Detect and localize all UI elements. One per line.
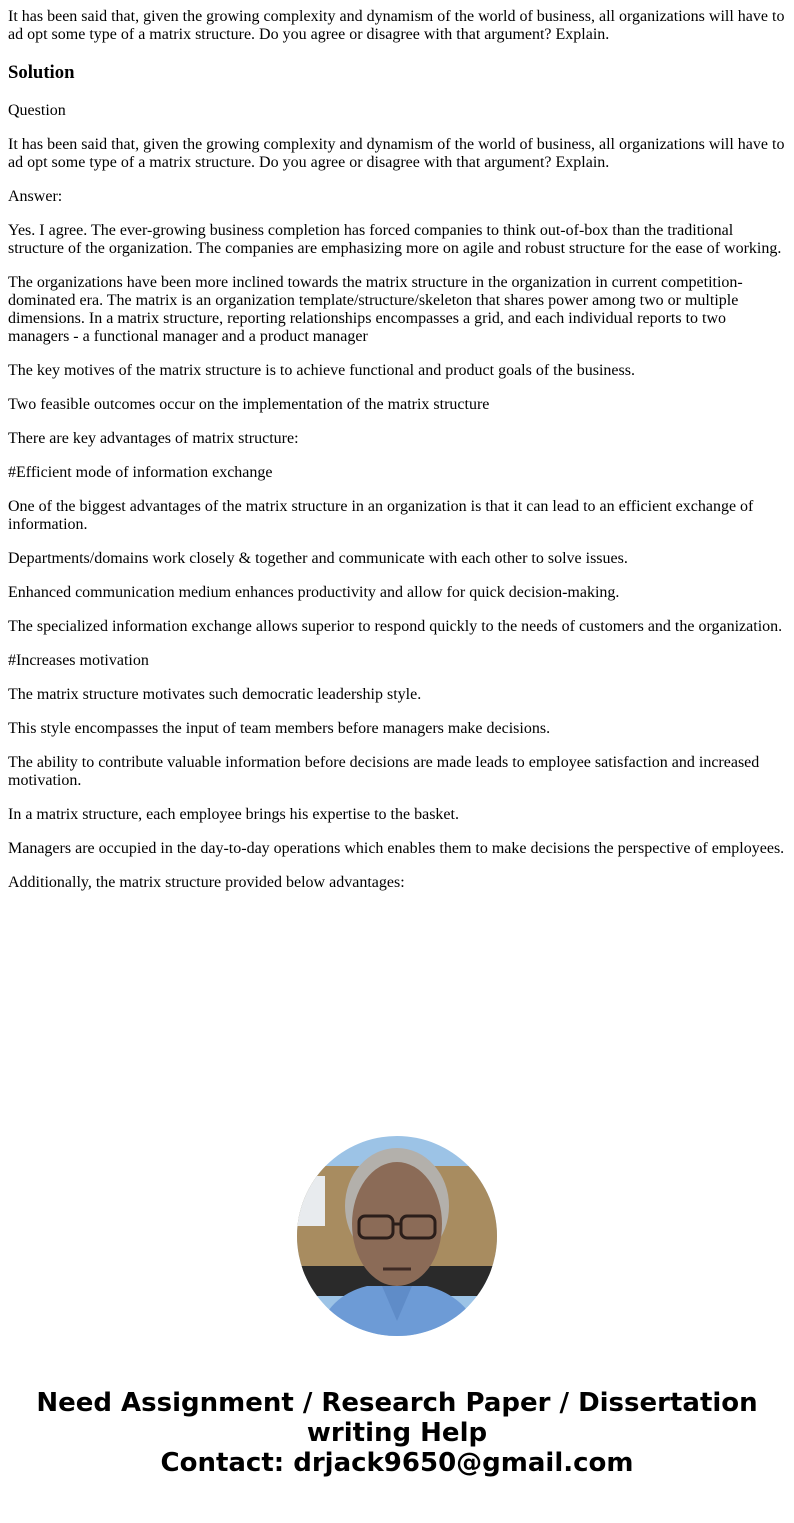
paragraph: Managers are occupied in the day-to-day operations which enables them to make decisions the perspective of employees.: [8, 840, 785, 857]
paragraph: #Increases motivation: [8, 652, 149, 669]
paragraph: Two feasible outcomes occur on the implementation of the matrix structure: [8, 396, 490, 413]
paragraph: There are key advantages of matrix structure:: [8, 430, 299, 447]
paragraph: The organizations have been more inclined towards the matrix structure in the organization in current competition-dominated era. The matrix is an organization template/structure/skeleton that shares power among two or multiple dimensions. In a matrix structure, reporting relationships encompasses a grid, and each individual reports to two managers - a functional manager and a product manager: [8, 274, 743, 345]
help-banner-text: Need Assignment / Research Paper / Dissertation writing Help: [36, 1388, 758, 1448]
paragraph: The key motives of the matrix structure is to achieve functional and product goals of the business.: [8, 362, 635, 379]
contact-email-text: Contact: drjack9650@gmail.com: [160, 1448, 634, 1478]
paragraph: Departments/domains work closely & together and communicate with each other to solve issues.: [8, 550, 628, 567]
paragraph: The matrix structure motivates such democratic leadership style.: [8, 686, 422, 703]
author-portrait-image: [297, 1136, 497, 1336]
contact-banner: [8, 1388, 786, 1478]
paragraph: Additionally, the matrix structure provided below advantages:: [8, 874, 405, 891]
paragraph: It has been said that, given the growing complexity and dynamism of the world of business, all organizations will have to ad opt some type of a matrix structure. Do you agree or disagree with that argument? Explain.: [8, 136, 785, 171]
paragraph: #Efficient mode of information exchange: [8, 464, 273, 481]
paragraph: One of the biggest advantages of the matrix structure in an organization is that it can lead to an efficient exchange of information.: [8, 498, 754, 533]
author-avatar: [297, 1136, 497, 1336]
solution-body: [8, 102, 786, 892]
paragraph: Question: [8, 102, 66, 119]
paragraph: Yes. I agree. The ever-growing business completion has forced companies to think out-of-box than the traditional structure of the organization. The companies are emphasizing more on agile and robust structure for the ease of working.: [8, 222, 782, 257]
paragraph: The specialized information exchange allows superior to respond quickly to the needs of customers and the organization.: [8, 618, 783, 635]
solution-heading: Solution: [8, 62, 75, 83]
paragraph: This style encompasses the input of team members before managers make decisions.: [8, 720, 551, 737]
author-photo-container: [8, 1136, 786, 1336]
paragraph: The ability to contribute valuable information before decisions are made leads to employee satisfaction and increased motivation.: [8, 754, 760, 789]
paragraph: Enhanced communication medium enhances productivity and allow for quick decision-making.: [8, 584, 620, 601]
paragraph: Answer:: [8, 188, 63, 205]
question-intro: It has been said that, given the growing complexity and dynamism of the world of business, all organizations will have to ad opt some type of a matrix structure. Do you agree or disagree with that argument? Explain.: [8, 8, 785, 43]
paragraph: In a matrix structure, each employee brings his expertise to the basket.: [8, 806, 459, 823]
